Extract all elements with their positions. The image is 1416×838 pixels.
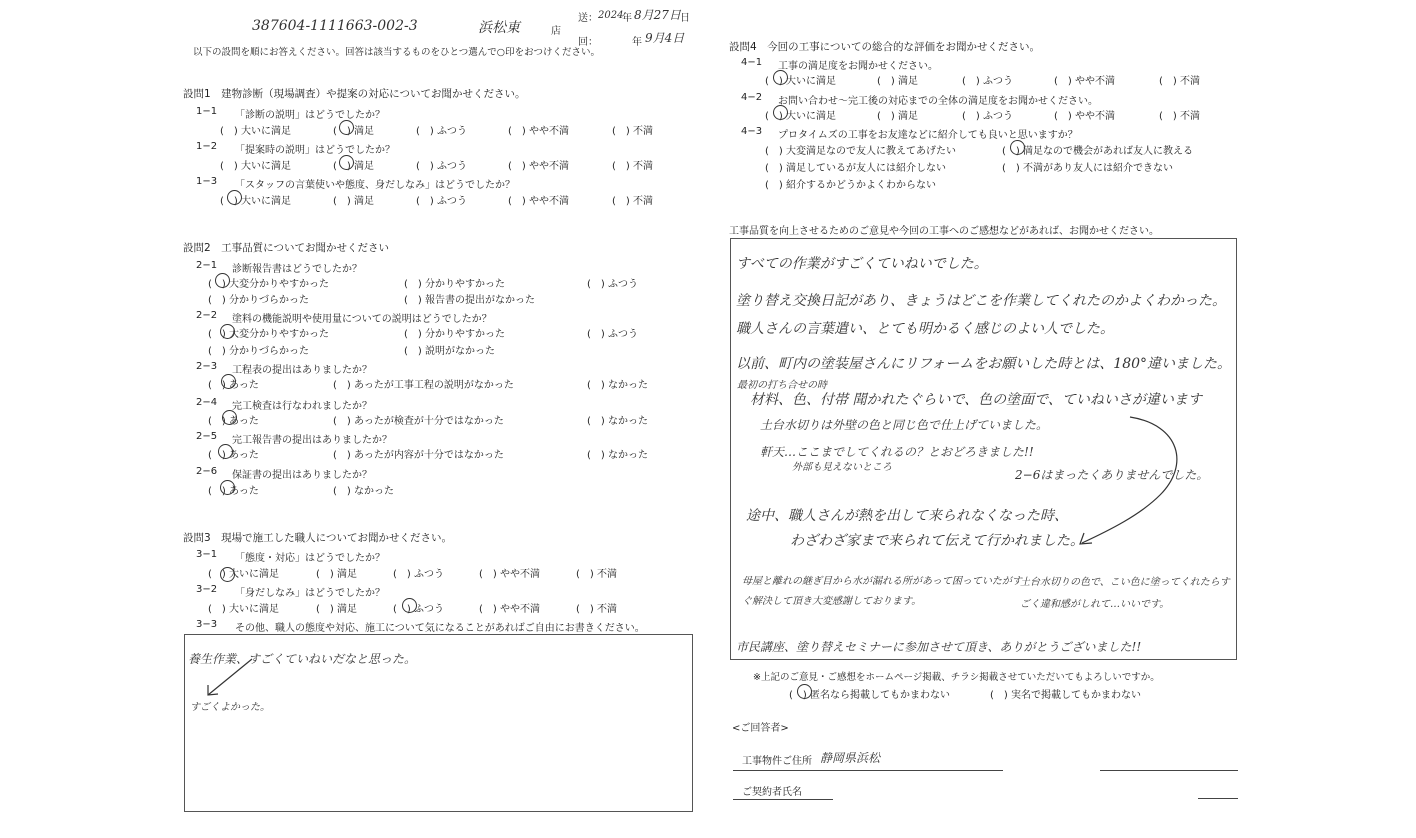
q3-3-text: その他、職人の態度や対応、施工について気になることがあればご自由にお書きください。 [235,623,645,634]
q2-1-opt3[interactable]: ( ) ふつう [587,279,638,290]
q3-handwritten-line-1: 養生作業、すごくていねいだなと思った。 [188,652,417,666]
q2-4-opt2[interactable]: ( ) あったが検査が十分ではなかった [333,416,504,427]
comment-line-1: すべての作業がすごくていねいでした。 [736,256,988,272]
q2-5-num: 2−5 [196,431,218,442]
q3-2-opt3[interactable]: ( ) ふつう [393,604,444,615]
q2-4-num: 2−4 [196,397,218,408]
q1-title: 設問1 建物診断（現場調査）や提案の対応についてお聞かせください。 [183,88,526,100]
q2-6-text: 保証書の提出はありましたか？ [232,470,372,481]
comment-line-2: 塗り替え交換日記があり、きょうはどこを作業してくれたのかよくわかった。 [736,293,1226,309]
q2-title: 設問2 工事品質についてお聞かせください [183,242,389,254]
q4-3-opt1[interactable]: ( ) 大変満足なので友人に教えてあげたい [765,146,956,157]
publish-question: ※上記のご意見・ご感想をホームページ掲載、チラシ掲載させていただいてもよろしいですか。 [753,672,1160,683]
q2-1-circle-mark [215,273,230,288]
comment-line-3: 職人さんの言葉遣い、とても明かるく感じのよい人でした。 [736,321,1114,337]
address-value: 静岡県浜松 [820,751,881,765]
q3-arrow-mark [200,655,260,700]
comment-line-5: 材料、色、付帯 聞かれたぐらいで、色の塗面で、ていねいさが違います [750,392,1202,408]
store-name: 浜松東 [478,20,520,36]
q4-2-opt1[interactable]: ( ) 大いに満足 [765,111,836,122]
q1-3-text: 「スタッフの言葉使いや態度、身だしなみ」はどうでしたか？ [235,180,515,191]
q1-3-opt3[interactable]: ( ) ふつう [416,196,467,207]
comments-prompt: 工事品質を向上させるためのご意見や今回の工事へのご感想などがあれば、お聞かせください。 [729,226,1159,237]
instruction-text: 以下の設問を順にお答えください。回答は該当するものをひとつ選んで○印をおつけください。 [193,47,601,58]
q1-3-circle-mark [227,190,242,205]
q2-4-text: 完工検査は行なわれましたか？ [232,401,372,412]
q2-5-circle-mark [218,444,233,459]
q1-2-opt4[interactable]: ( ) やや不満 [508,161,569,172]
q1-2-opt3[interactable]: ( ) ふつう [416,161,467,172]
comment-line-11: 母屋と離れの継ぎ目から水が漏れる所があって困っていたがすぐ解決して頂き大変感謝しております。 [742,576,1022,607]
q1-1-opt1[interactable]: ( ) 大いに満足 [220,126,291,137]
q4-3-text: プロタイムズの工事をお友達などに紹介しても良いと思いますか？ [778,130,1078,141]
respondent-label: <ご回答者> [732,723,789,734]
q4-1-num: 4−1 [741,57,763,68]
q1-1-opt4[interactable]: ( ) やや不満 [508,126,569,137]
q4-1-opt3[interactable]: ( ) ふつう [962,76,1013,87]
publish-circle-mark [797,684,812,699]
sent-day-unit: 日 [680,13,690,24]
q4-3-opt4[interactable]: ( ) 不満があり友人には紹介できない [1002,163,1173,174]
q1-3-opt4[interactable]: ( ) やや不満 [508,196,569,207]
q4-2-opt2[interactable]: ( ) 満足 [877,111,918,122]
q4-2-opt4[interactable]: ( ) やや不満 [1054,111,1115,122]
q2-5-opt1[interactable]: ( ) あった [208,450,259,461]
q3-1-opt2[interactable]: ( ) 満足 [316,569,357,580]
comment-line-7: 軒天…ここまでしてくれるの？とおどろきました!! [760,445,1034,459]
q4-3-opt2[interactable]: ( ) 満足なので機会があれば友人に教える [1002,146,1193,157]
q3-1-num: 3−1 [196,549,218,560]
q4-1-circle-mark [773,70,788,85]
q1-1-num: 1−1 [196,106,218,117]
q3-2-num: 3−2 [196,584,218,595]
q4-title: 設問4 今回の工事についての総合的な評価をお聞かせください。 [729,41,1040,53]
q2-2-opt4[interactable]: ( ) 分かりづらかった [208,346,309,357]
q1-2-circle-mark [339,155,354,170]
q1-1-text: 「診断の説明」はどうでしたか？ [235,110,385,121]
q1-2-num: 1−2 [196,141,218,152]
q3-2-opt5[interactable]: ( ) 不満 [576,604,617,615]
recv-label: 回： [578,37,598,48]
q2-5-opt2[interactable]: ( ) あったが内容が十分ではなかった [333,450,504,461]
q2-2-opt3[interactable]: ( ) ふつう [587,329,638,340]
q4-2-text: お問い合わせ〜完工後の対応までの全体の満足度をお聞かせください。 [778,96,1098,107]
q4-3-circle-mark [1010,140,1025,155]
q2-6-circle-mark [220,480,235,495]
comment-line-10: わざわざ家まで来られて伝えて行かれました。 [790,533,1084,549]
q1-2-opt2[interactable]: ( ) 満足 [333,161,374,172]
comment-line-8: 2−6はまったくありませんでした。 [1015,468,1209,482]
q2-2-circle-mark [220,324,235,339]
q3-3-num: 3−3 [196,619,218,630]
q1-1-opt3[interactable]: ( ) ふつう [416,126,467,137]
q4-2-opt3[interactable]: ( ) ふつう [962,111,1013,122]
q2-2-opt2[interactable]: ( ) 分かりやすかった [404,329,505,340]
comment-line-13: 市民講座、塗り替えセミナーに参加させて頂き、ありがとうございました!! [736,640,1142,654]
address-label: 工事物件ご住所 [742,756,812,767]
q2-1-opt1[interactable]: ( ) 大変分かりやすかった [208,279,329,290]
q4-1-opt2[interactable]: ( ) 満足 [877,76,918,87]
q2-4-opt1[interactable]: ( ) あった [208,416,259,427]
q2-3-opt2[interactable]: ( ) あったが工事工程の説明がなかった [333,380,514,391]
store-suffix: 店 [551,26,561,37]
survey-code: 387604-1111663-002-3 [252,18,418,34]
q1-3-opt1[interactable]: ( ) 大いに満足 [220,196,291,207]
comment-line-4: 以前、町内の塗装屋さんにリフォームをお願いした時とは、180°違いました。 [736,356,1232,372]
publish-opt-anonymous[interactable]: ( ) 匿名なら掲載してもかまわない [789,690,950,701]
q2-3-opt3[interactable]: ( ) なかった [587,380,648,391]
q1-1-opt5[interactable]: ( ) 不満 [612,126,653,137]
name-underline [733,799,833,800]
q2-3-num: 2−3 [196,361,218,372]
q4-1-text: 工事の満足度をお聞かせください。 [778,61,938,72]
address-underline-right [1100,770,1238,771]
q1-2-text: 「提案時の説明」はどうでしたか？ [235,145,395,156]
sent-date: 8月27日 [634,8,681,22]
q1-3-opt2[interactable]: ( ) 満足 [333,196,374,207]
q2-2-opt5[interactable]: ( ) 説明がなかった [404,346,495,357]
q2-3-opt1[interactable]: ( ) あった [208,380,259,391]
q3-2-opt1[interactable]: ( ) 大いに満足 [208,604,279,615]
q2-4-circle-mark [222,410,237,425]
q4-1-opt5[interactable]: ( ) 不満 [1159,76,1200,87]
q3-1-opt1[interactable]: ( ) 大いに満足 [208,569,279,580]
q4-3-num: 4−3 [741,126,763,137]
q2-4-opt3[interactable]: ( ) なかった [587,416,648,427]
name-label: ご契約者氏名 [742,787,802,798]
q1-1-opt2[interactable]: ( ) 満足 [333,126,374,137]
sent-label: 送： [578,13,598,24]
q3-title: 設問3 現場で施工した職人についてお聞かせください。 [183,532,452,544]
q1-3-opt5[interactable]: ( ) 不満 [612,196,653,207]
q2-1-num: 2−1 [196,260,218,271]
publish-opt-realname[interactable]: ( ) 実名で掲載してもかまわない [990,690,1141,701]
left-margin [0,0,147,838]
q2-2-text: 塗料の機能説明や使用量についての説明はどうでしたか？ [232,314,492,325]
sent-year: 2024 [598,10,624,21]
q4-1-opt1[interactable]: ( ) 大いに満足 [765,76,836,87]
q3-handwritten-line-2: すごくよかった。 [190,702,270,713]
q3-1-opt5[interactable]: ( ) 不満 [576,569,617,580]
sent-year-unit: 年 [622,13,632,24]
q1-2-opt5[interactable]: ( ) 不満 [612,161,653,172]
q2-5-opt3[interactable]: ( ) なかった [587,450,648,461]
q3-1-opt4[interactable]: ( ) やや不満 [479,569,540,580]
recv-date: 9月4日 [645,31,685,45]
q2-1-opt4[interactable]: ( ) 分かりづらかった [208,295,309,306]
q3-1-text: 「態度・対応」はどうでしたか？ [235,553,385,564]
q2-3-circle-mark [221,374,236,389]
q2-1-opt5[interactable]: ( ) 報告書の提出がなかった [404,295,535,306]
comment-line-12: 土台水切りの色で、こい色に塗ってくれたらすごく違和感がしれて…いいです。 [1020,577,1230,610]
comment-line-9: 途中、職人さんが熱を出して来られなくなった時、 [746,508,1068,524]
q4-3-opt5[interactable]: ( ) 紹介するかどうかよくわからない [765,180,936,191]
q1-1-circle-mark [339,120,354,135]
q4-2-opt5[interactable]: ( ) 不満 [1159,111,1200,122]
q3-1-opt3[interactable]: ( ) ふつう [393,569,444,580]
comment-line-6: 土台水切りは外壁の色と同じ色で仕上げていました。 [760,418,1049,432]
q3-2-circle-mark [402,598,417,613]
q1-3-num: 1−3 [196,176,218,187]
q2-5-text: 完工報告書の提出はありましたか？ [232,435,392,446]
comment-note-small-2: 外部も見えないところ [792,462,892,473]
comment-arrow-mark [1040,395,1190,550]
q2-3-text: 工程表の提出はありましたか？ [232,365,372,376]
q2-1-opt2[interactable]: ( ) 分かりやすかった [404,279,505,290]
q4-2-circle-mark [773,105,788,120]
address-underline [733,770,1003,771]
q4-2-num: 4−2 [741,92,763,103]
comment-note-small: 最初の打ち合せの時 [737,380,827,391]
q3-1-circle-mark [220,567,235,582]
name-underline-right [1198,798,1238,799]
q3-2-opt4[interactable]: ( ) やや不満 [479,604,540,615]
q4-3-opt3[interactable]: ( ) 満足しているが友人には紹介しない [765,163,946,174]
q2-1-text: 診断報告書はどうでしたか？ [232,264,362,275]
q2-6-num: 2−6 [196,466,218,477]
q3-2-text: 「身だしなみ」はどうでしたか？ [235,588,385,599]
q2-6-opt1[interactable]: ( ) あった [208,486,259,497]
recv-year-unit: 年 [632,37,642,48]
q1-2-opt1[interactable]: ( ) 大いに満足 [220,161,291,172]
q2-2-opt1[interactable]: ( ) 大変分かりやすかった [208,329,329,340]
q4-1-opt4[interactable]: ( ) やや不満 [1054,76,1115,87]
q3-2-opt2[interactable]: ( ) 満足 [316,604,357,615]
q2-2-num: 2−2 [196,310,218,321]
q2-6-opt2[interactable]: ( ) なかった [333,486,394,497]
